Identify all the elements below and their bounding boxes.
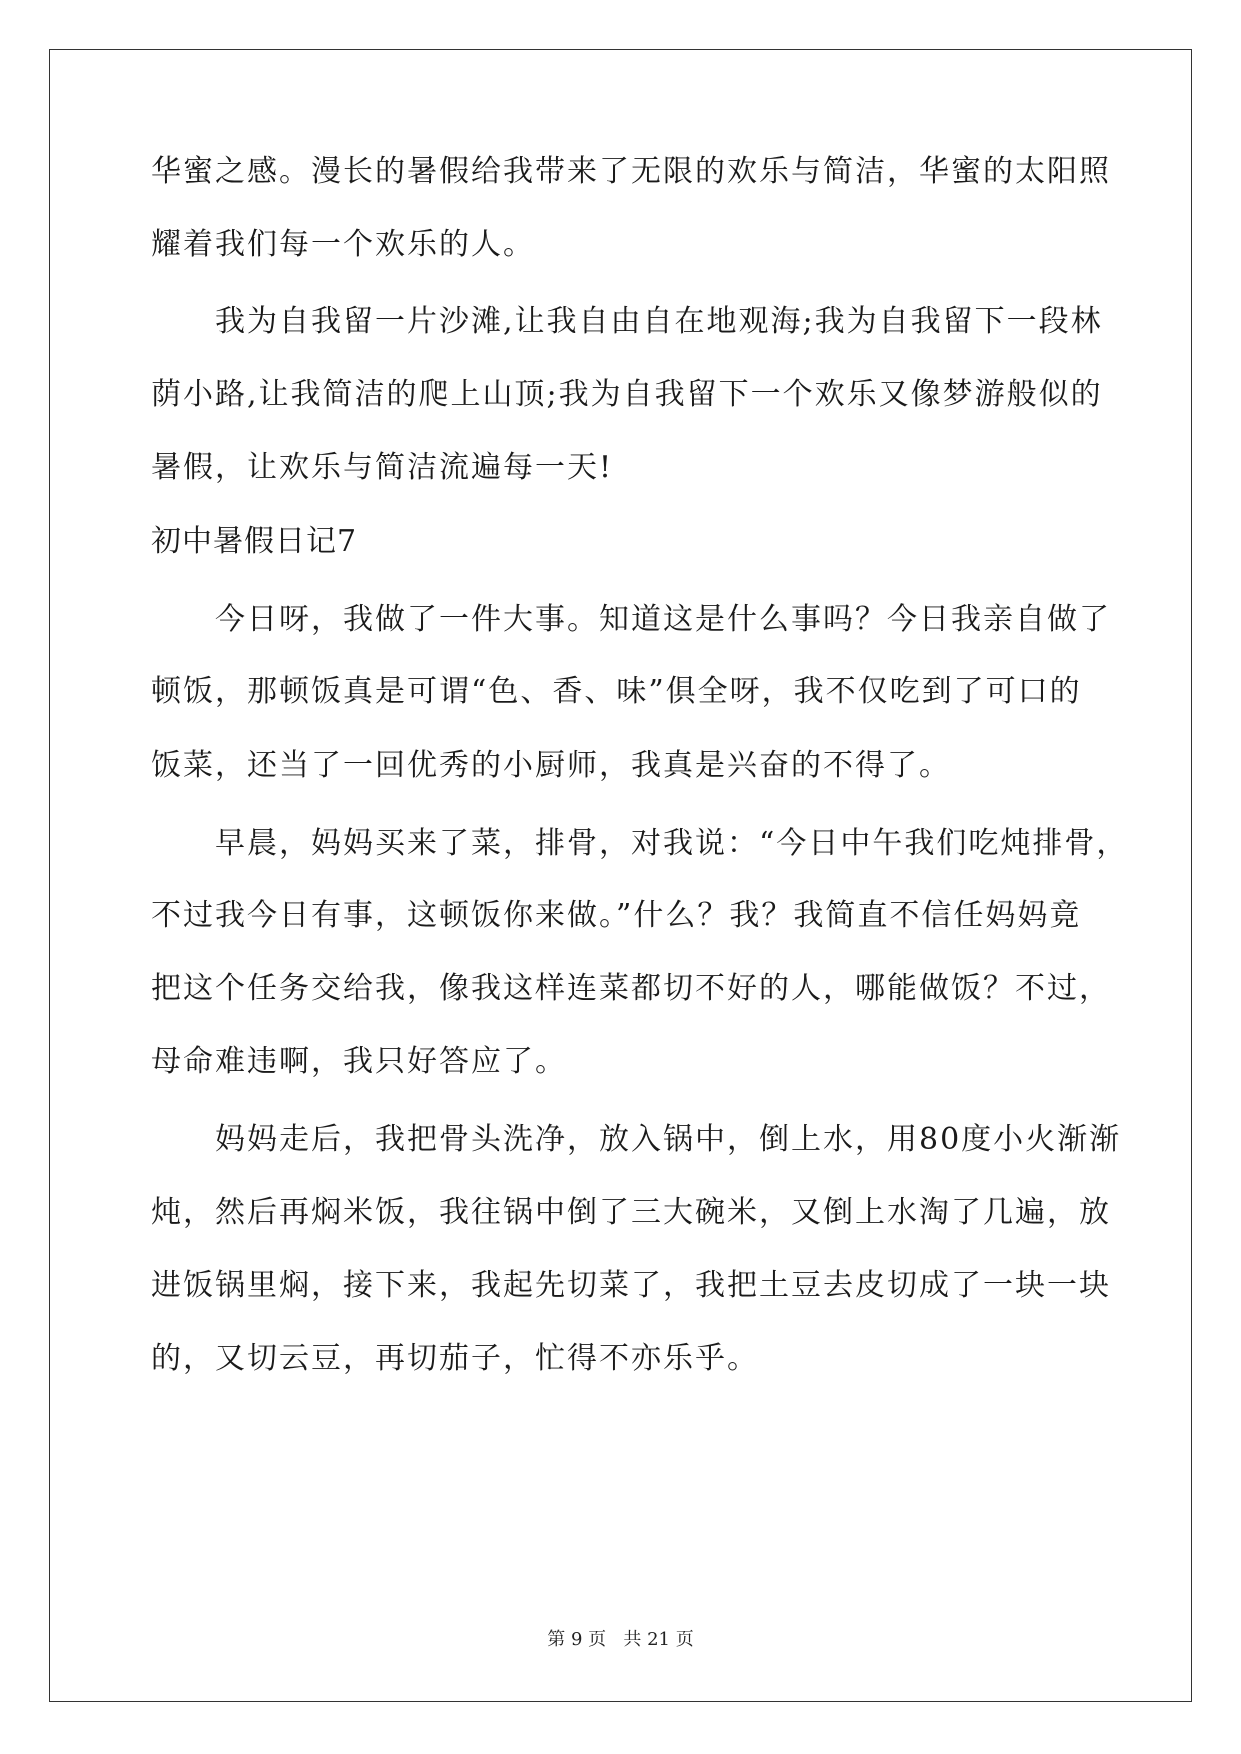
paragraph-line-5: 暑假，让欢乐与简洁流遍每一天! xyxy=(151,450,614,485)
paragraph-line-14: 妈妈走后，我把骨头洗净，放入锅中，倒上水，用80度小火渐渐 xyxy=(215,1122,1122,1157)
page-border xyxy=(49,49,1192,1702)
paragraph-line-12: 把这个任务交给我，像我这样连菜都切不好的人，哪能做饭？不过， xyxy=(151,971,1111,1006)
section-heading: 初中暑假日记7 xyxy=(151,524,358,559)
paragraph-line-2: 耀着我们每一个欢乐的人。 xyxy=(151,227,535,262)
page-number-footer: 第 9 页 共 21 页 xyxy=(547,1629,694,1650)
paragraph-line-11: 不过我今日有事，这顿饭你来做。”什么？我？我简直不信任妈妈竟 xyxy=(151,898,1082,933)
paragraph-line-3: 我为自我留一片沙滩,让我自由自在地观海;我为自我留下一段林 xyxy=(215,304,1103,339)
paragraph-line-10: 早晨，妈妈买来了菜，排骨，对我说：“今日中午我们吃炖排骨， xyxy=(215,826,1129,861)
paragraph-line-9: 饭菜，还当了一回优秀的小厨师，我真是兴奋的不得了。 xyxy=(151,748,951,783)
paragraph-line-13: 母命难违啊，我只好答应了。 xyxy=(151,1044,567,1079)
paragraph-line-1: 华蜜之感。漫长的暑假给我带来了无限的欢乐与简洁，华蜜的太阳照 xyxy=(151,154,1111,189)
paragraph-line-16: 进饭锅里焖，接下来，我起先切菜了，我把土豆去皮切成了一块一块 xyxy=(151,1268,1111,1303)
paragraph-line-7: 今日呀，我做了一件大事。知道这是什么事吗？今日我亲自做了 xyxy=(215,602,1111,637)
paragraph-line-8: 顿饭，那顿饭真是可谓“色、香、味”俱全呀，我不仅吃到了可口的 xyxy=(151,674,1082,709)
paragraph-line-15: 炖，然后再焖米饭，我往锅中倒了三大碗米，又倒上水淘了几遍，放 xyxy=(151,1195,1111,1230)
paragraph-line-17: 的，又切云豆，再切茄子，忙得不亦乐乎。 xyxy=(151,1341,759,1376)
paragraph-line-4: 荫小路,让我简洁的爬上山顶;我为自我留下一个欢乐又像梦游般似的 xyxy=(151,377,1103,412)
